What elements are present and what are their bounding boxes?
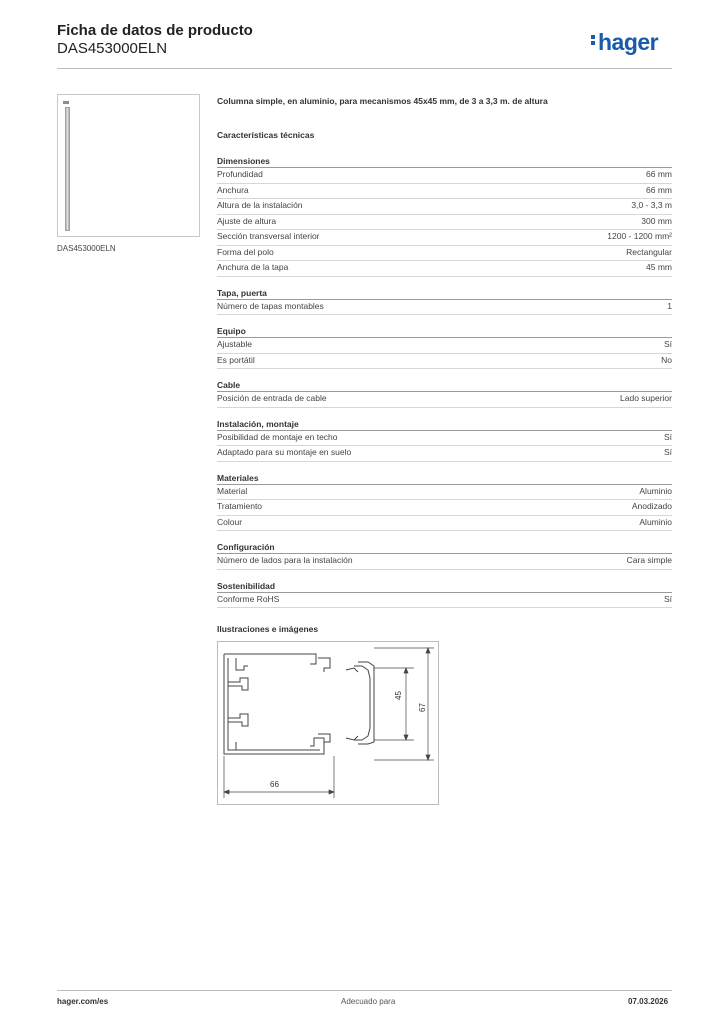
spec-row xyxy=(217,246,672,262)
section-title: Sostenibilidad xyxy=(217,581,672,593)
spec-section xyxy=(217,473,672,532)
section-title: Tapa, puerta xyxy=(217,288,672,300)
spec-row xyxy=(217,300,672,316)
technical-drawing xyxy=(217,641,439,805)
spec-row xyxy=(217,485,672,501)
spec-value: Sí xyxy=(663,593,672,604)
page-title: Ficha de datos de producto xyxy=(57,22,253,39)
spec-row xyxy=(217,500,672,516)
spec-row xyxy=(217,593,672,609)
dim-height: 67 xyxy=(418,703,427,712)
spec-row xyxy=(217,230,672,246)
spec-value: Lado superior xyxy=(620,393,672,403)
section-title: Dimensiones xyxy=(217,156,672,168)
logo-dots-icon xyxy=(591,33,596,47)
spec-label: Número de tapas montables xyxy=(217,300,324,311)
spec-row xyxy=(217,215,672,231)
spec-value: Rectangular xyxy=(626,246,672,257)
spec-label: Posibilidad de montaje en techo xyxy=(217,431,338,442)
tech-heading: Características técnicas xyxy=(217,130,315,140)
spec-label: Conforme RoHS xyxy=(217,593,280,604)
spec-label: Profundidad xyxy=(217,169,263,179)
spec-section xyxy=(217,326,672,369)
footer-divider xyxy=(57,990,672,991)
section-title: Equipo xyxy=(217,326,672,338)
header-divider xyxy=(57,68,672,69)
section-title: Configuración xyxy=(217,542,672,554)
spec-row xyxy=(217,431,672,447)
spec-label: Tratamiento xyxy=(217,501,263,511)
profile-drawing xyxy=(218,642,440,806)
spec-label: Adaptado para su montaje en suelo xyxy=(217,447,352,457)
spec-section xyxy=(217,542,672,570)
spec-label: Anchura xyxy=(217,184,249,195)
spec-label: Es portátil xyxy=(217,354,255,365)
spec-row xyxy=(217,168,672,184)
spec-value: Aluminio xyxy=(639,485,672,496)
spec-row xyxy=(217,261,672,277)
spec-section xyxy=(217,581,672,609)
spec-label: Ajustable xyxy=(217,339,252,349)
spec-row xyxy=(217,516,672,532)
spec-row xyxy=(217,199,672,215)
spec-row xyxy=(217,554,672,570)
spec-row xyxy=(217,446,672,462)
section-title: Cable xyxy=(217,380,672,392)
spec-label: Material xyxy=(217,485,248,496)
spec-section xyxy=(217,288,672,316)
spec-value: Sí xyxy=(663,431,672,442)
spec-value: Aluminio xyxy=(639,516,672,527)
column-cap xyxy=(63,101,69,104)
footer-date: 07.03.2026 xyxy=(628,997,669,1006)
dim-cover: 45 xyxy=(394,691,403,700)
spec-value: 66 mm xyxy=(646,169,672,179)
spec-value: Anodizado xyxy=(631,501,672,511)
spec-label: Número de lados para la instalación xyxy=(217,555,353,565)
spec-label: Ajuste de altura xyxy=(217,215,277,226)
logo-text: hager xyxy=(598,29,659,55)
product-thumbnail xyxy=(57,94,200,237)
spec-value: Cara simple xyxy=(626,555,672,565)
column-image xyxy=(65,107,70,231)
product-code: DAS453000ELN xyxy=(57,40,168,57)
spec-section xyxy=(217,380,672,408)
spec-label: Forma del polo xyxy=(217,246,274,257)
section-title: Instalación, montaje xyxy=(217,419,672,431)
spec-section xyxy=(217,156,672,277)
footer-website-link[interactable]: hager.com/es xyxy=(57,997,109,1006)
spec-value: No xyxy=(661,354,672,365)
dim-width: 66 xyxy=(270,780,279,789)
spec-label: Posición de entrada de cable xyxy=(217,393,327,403)
spec-sections xyxy=(217,156,672,619)
spec-value: Sí xyxy=(663,339,672,349)
spec-row xyxy=(217,184,672,200)
illustrations-heading: Ilustraciones e imágenes xyxy=(217,624,319,634)
spec-value: 66 mm xyxy=(646,184,672,195)
spec-label: Colour xyxy=(217,516,243,527)
spec-value: 300 mm xyxy=(641,215,672,226)
spec-label: Anchura de la tapa xyxy=(217,262,289,272)
thumbnail-caption: DAS453000ELN xyxy=(57,244,116,253)
spec-label: Sección transversal interior xyxy=(217,231,320,241)
footer-note: Adecuado para xyxy=(341,997,396,1006)
spec-value: 1200 - 1200 mm² xyxy=(607,231,672,241)
spec-value: Sí xyxy=(663,447,672,457)
hager-logo xyxy=(591,29,658,56)
spec-value: 3,0 - 3,3 m xyxy=(631,200,672,210)
spec-value: 1 xyxy=(667,300,672,311)
spec-row xyxy=(217,338,672,354)
spec-label: Altura de la instalación xyxy=(217,200,303,210)
spec-row xyxy=(217,392,672,408)
spec-section xyxy=(217,419,672,462)
spec-row xyxy=(217,354,672,370)
spec-value: 45 mm xyxy=(646,262,672,272)
section-title: Materiales xyxy=(217,473,672,485)
product-summary: Columna simple, en aluminio, para mecanismos 45x45 mm, de 3 a 3,3 m. de altura xyxy=(217,96,548,106)
